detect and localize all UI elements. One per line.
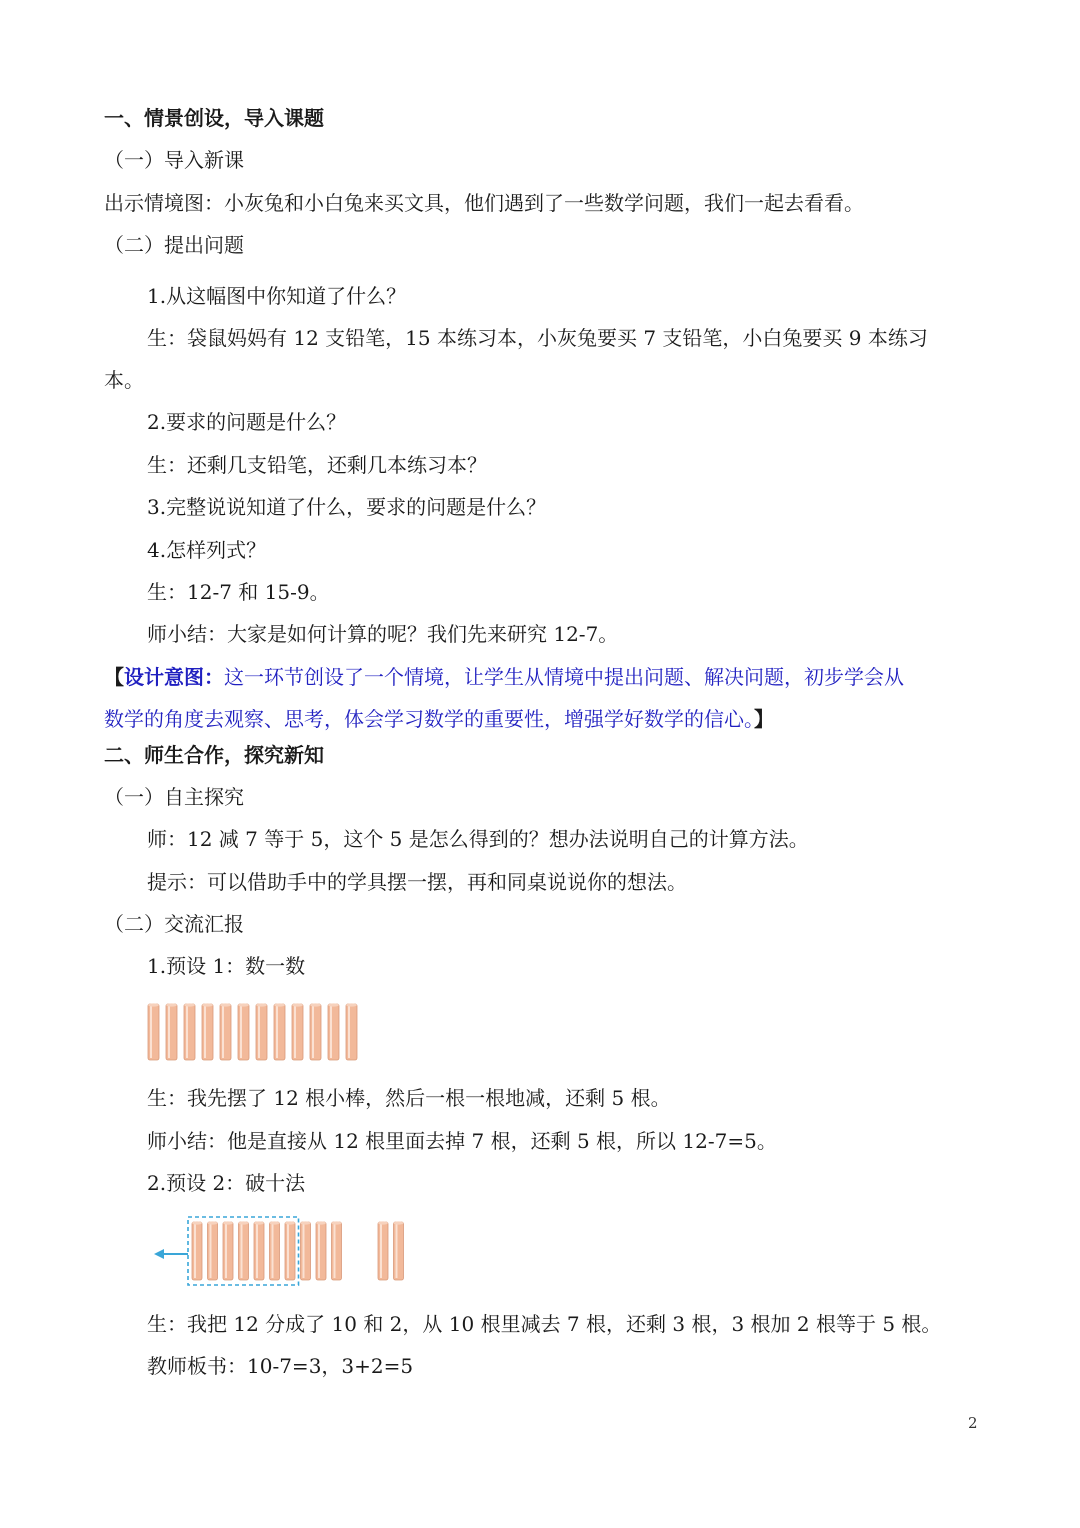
teacher-summary: 师小结：大家是如何计算的呢？我们先来研究 12-7。 [147,622,619,646]
stick [285,1221,295,1280]
design-text-1: 这一环节创设了一个情境，让学生从情境中提出问题、解决问题，初步学会从 [224,665,904,689]
design-text-2: 数学的角度去观察、思考，体会学习数学的重要性，增强学好数学的信心。 [104,707,754,731]
answer-2: 生：还剩几支铅笔，还剩几本练习本？ [147,453,487,477]
preset-2-student: 生：我把 12 分成了 10 和 2，从 10 根里减去 7 根，还剩 3 根，3 根加 2 根等于 5 根。 [147,1312,942,1336]
preset-2: 2.预设 2：破十法 [147,1171,306,1195]
stick [192,1221,202,1280]
section1-title: 一、情景创设，导入课题 [104,106,324,130]
stick-extra [378,1221,388,1280]
design-open-bracket: 【 [104,665,124,689]
stick [166,1003,177,1060]
design-close-bracket: 】 [754,707,774,731]
section2-title: 二、师生合作，探究新知 [104,743,324,767]
preset-1: 1.预设 1：数一数 [147,954,306,978]
section2-sub2: （二）交流汇报 [104,912,244,936]
section1-sub1: （一）导入新课 [104,148,244,172]
stick [238,1003,249,1060]
answer-4: 生：12-7 和 15-9。 [147,580,330,604]
stick [254,1221,264,1280]
section1-sub2: （二）提出问题 [104,233,244,257]
stick [332,1221,342,1280]
question-3: 3.完整说说知道了什么，要求的问题是什么？ [147,495,547,519]
stick [301,1221,311,1280]
design-intent-line1 [104,663,904,691]
question-4: 4.怎样列式？ [147,538,267,562]
section2-sub1: （一）自主探究 [104,785,244,809]
teacher-question: 师：12 减 7 等于 5，这个 5 是怎么得到的？想办法说明自己的计算方法。 [147,827,809,851]
answer-1-line2: 本。 [104,368,144,392]
hint-text: 提示：可以借助手中的学具摆一摆，再和同桌说说你的想法。 [147,870,687,894]
preset-1-summary: 师小结：他是直接从 12 根里面去掉 7 根，还剩 5 根，所以 12-7=5。 [147,1129,777,1153]
stick [292,1003,303,1060]
figure-count-sticks [140,996,380,1066]
stick [202,1003,213,1060]
preset-1-student: 生：我先摆了 12 根小棒，然后一根一根地减，还剩 5 根。 [147,1086,671,1110]
design-label: 设计意图： [124,665,224,689]
stick [316,1221,326,1280]
stick [328,1003,339,1060]
stick [274,1003,285,1060]
design-intent-line2 [104,705,774,733]
question-1: 1.从这幅图中你知道了什么？ [147,284,407,308]
scene-text: 出示情境图：小灰兔和小白兔来买文具，他们遇到了一些数学问题，我们一起去看看。 [104,191,864,215]
stick [270,1221,280,1280]
board-writing: 教师板书：10-7=3，3+2=5 [147,1354,414,1378]
stick-extra [394,1221,404,1280]
stick [148,1003,159,1060]
question-2: 2.要求的问题是什么？ [147,410,347,434]
stick [223,1221,233,1280]
stick [220,1003,231,1060]
answer-1-line1: 生：袋鼠妈妈有 12 支铅笔，15 本练习本，小灰兔要买 7 支铅笔，小白兔要买 9 本练习 [147,326,928,350]
stick [256,1003,267,1060]
stick [239,1221,249,1280]
stick [184,1003,195,1060]
arrow-head [154,1249,164,1259]
figure-break-ten-sticks [150,1212,420,1292]
stick [208,1221,218,1280]
page-number: 2 [968,1414,978,1432]
stick [346,1003,357,1060]
stick [310,1003,321,1060]
